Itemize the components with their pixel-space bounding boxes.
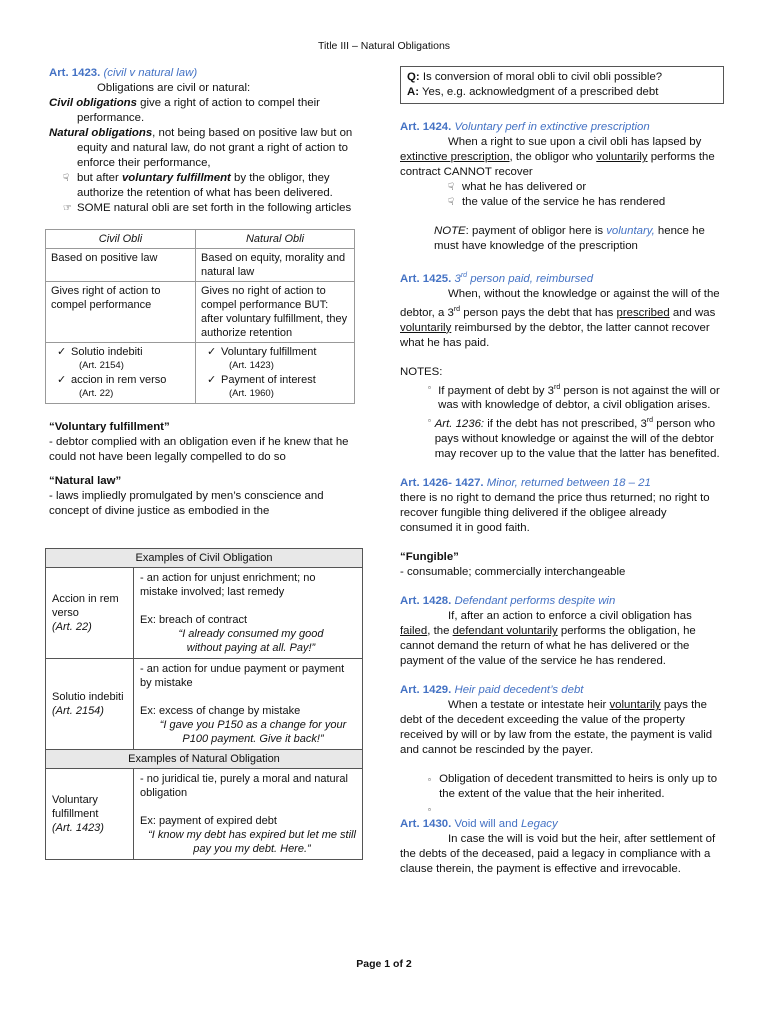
page-title: Title III – Natural Obligations <box>317 40 451 52</box>
art-1425-heading: Art. 1425. 3rd person paid, reimbursed <box>400 272 594 285</box>
art-1426-text: there is no right to demand the price thus returned; no right to recover fungible thing delivered if the obligee already consumed it in good faith. <box>400 492 710 535</box>
list-item: ▫ Obligation of decedent transmitted to heirs is only up to the extent of the value that the heir inherited. <box>428 773 718 801</box>
list-item: ▫ If payment of debt by 3rd person is not against the will or was with knowledge of debtor, a civil obligation arises. <box>400 380 720 414</box>
art-1429-heading: Art. 1429. Heir paid decedent’s debt <box>400 684 584 697</box>
art-1424-text: When a right to sue upon a civil obli has lapsed by extinctive prescription, the obligor who voluntarily performs the contract CANNOT recover <box>400 136 715 178</box>
list-item: ▫ Art. 1236: if the debt has not prescribed, 3rd person who pays without knowledge or against the will of the debtor may recover up to the value that the latter has benefited. <box>400 413 720 462</box>
art-1430-heading: Art. 1430. Void will and Legacy <box>400 818 558 831</box>
hand-bullet-icon: ☟ <box>63 173 70 184</box>
natural-law-def: - laws impliedly promulgated by men’s conscience and concept of divine justice as embodied in the <box>49 490 324 517</box>
square-bullet-icon: ▫ <box>428 382 431 392</box>
table-row: Solutio indebiti (Art. 2154) - an action for undue payment or payment by mistake Ex: excess of change by mistake “I gave you P150 as a change for your P100 payment. Give it back!” <box>46 659 363 750</box>
art-1424-heading: Art. 1424. Voluntary perf in extinctive prescription <box>400 121 650 133</box>
fungible-def: - consumable; commercially interchangeable <box>400 566 626 579</box>
check-icon: ✓ <box>57 374 67 386</box>
table-cell: Based on equity, morality and natural law <box>196 249 355 282</box>
check-icon: ✓ <box>57 346 67 358</box>
table-header: Natural Obli <box>196 230 355 249</box>
hand-bullet-icon: ☟ <box>448 197 455 208</box>
table-cell: ✓ Solutio indebiti (Art. 2154) ✓ accion in rem verso (Art. 22) <box>46 343 196 404</box>
civil-obligations-text: Civil obligations give a right of action to compel their performance. <box>49 97 320 124</box>
square-bullet-icon: ▫ <box>428 416 431 426</box>
table-row: Voluntary fulfillment (Art. 1423) - no juridical tie, purely a moral and natural obligation Ex: payment of expired debt “I know my debt has expired but let me still pay you my debt. Here.” <box>46 769 363 860</box>
check-icon: ✓ <box>207 374 217 386</box>
table-header: Examples of Natural Obligation <box>46 750 363 769</box>
list-item: ☞ SOME natural obli are set forth in the following articles <box>63 202 352 214</box>
intro-text: Obligations are civil or natural: <box>97 82 251 94</box>
square-bullet-icon: ▫ <box>428 775 431 785</box>
table-cell: Based on positive law <box>46 249 196 282</box>
voluntary-fulfillment-title: “Voluntary fulfillment” <box>49 421 170 433</box>
right-column <box>400 66 720 877</box>
table-header: Examples of Civil Obligation <box>46 549 363 568</box>
list-item <box>400 802 720 817</box>
art-1423-heading: Art. 1423. (civil v natural law) <box>49 67 198 79</box>
list-item: ☟ the value of the service he has rendered <box>448 196 666 208</box>
table-header: Civil Obli <box>46 230 196 249</box>
art-1428-heading: Art. 1428. Defendant performs despite win <box>400 595 616 608</box>
art-1424-note: NOTE: payment of obligor here is voluntary, hence he must have knowledge of the prescription <box>434 225 705 252</box>
square-bullet-icon: ▫ <box>428 805 431 815</box>
page-number: Page 1 of 2 <box>356 958 412 970</box>
hand-bullet-icon: ☞ <box>63 203 72 214</box>
table-cell: ✓ Voluntary fulfillment (Art. 1423) ✓ Payment of interest (Art. 1960) <box>196 343 355 404</box>
list-item: ☟ what he has delivered or <box>448 181 587 193</box>
voluntary-fulfillment-def: - debtor complied with an obligation even if he knew that he could not have been legally compelled to do so <box>49 436 349 463</box>
table-row: Accion in rem verso (Art. 22) - an action for unjust enrichment; no mistake involved; last remedy Ex: breach of contract “I already consumed my good without paying at all. Pay!” <box>46 568 363 659</box>
table-cell: Gives right of action to compel performance <box>46 282 196 343</box>
notes-title: NOTES: <box>400 365 443 378</box>
art-1426-heading: Art. 1426- 1427. Minor, returned between 18 – 21 <box>400 477 651 490</box>
check-icon: ✓ <box>207 346 217 358</box>
fungible-title: “Fungible” <box>400 551 459 564</box>
list-item: ☟ but after voluntary fulfillment by the obligor, they authorize the retention of what has been delivered. <box>63 172 333 199</box>
qa-box: Q: Is conversion of moral obli to civil obli possible? A: Yes, e.g. acknowledgment of a prescribed debt <box>400 66 724 104</box>
art-1430-text: In case the will is void but the heir, after settlement of the debts of the deceased, paid a legacy in compliance with a clause therein, the payment is effective and irrevocable. <box>400 833 716 876</box>
art-1425-text: When, without the knowledge or against the will of the debtor, a 3rd person pays the debt that has prescribed and was voluntarily reimbursed by the debtor, the latter cannot recover what he has paid. <box>400 287 720 349</box>
hand-bullet-icon: ☟ <box>448 182 455 193</box>
comparison-table <box>45 229 355 404</box>
examples-table <box>45 548 363 860</box>
natural-law-title: “Natural law” <box>49 475 122 487</box>
natural-obligations-text: Natural obligations, not being based on positive law but on equity and natural law, do not grant a right of action to enforce their performance, <box>49 127 353 169</box>
table-cell: Gives no right of action to compel performance BUT: after voluntary fulfillment, they authorize retention <box>196 282 355 343</box>
left-column <box>49 66 364 860</box>
art-1428-text: If, after an action to enforce a civil obligation has failed, the defendant voluntarily performs the obligation, he cannot demand the return of what he has delivered or the payment of the value of the service he has rendered. <box>400 610 696 668</box>
art-1429-text: When a testate or intestate heir voluntarily pays the debt of the decedent exceeding the value of the property received by will or by law from the estate, the payment is valid and cannot be rescinded by the payer. <box>400 699 713 757</box>
